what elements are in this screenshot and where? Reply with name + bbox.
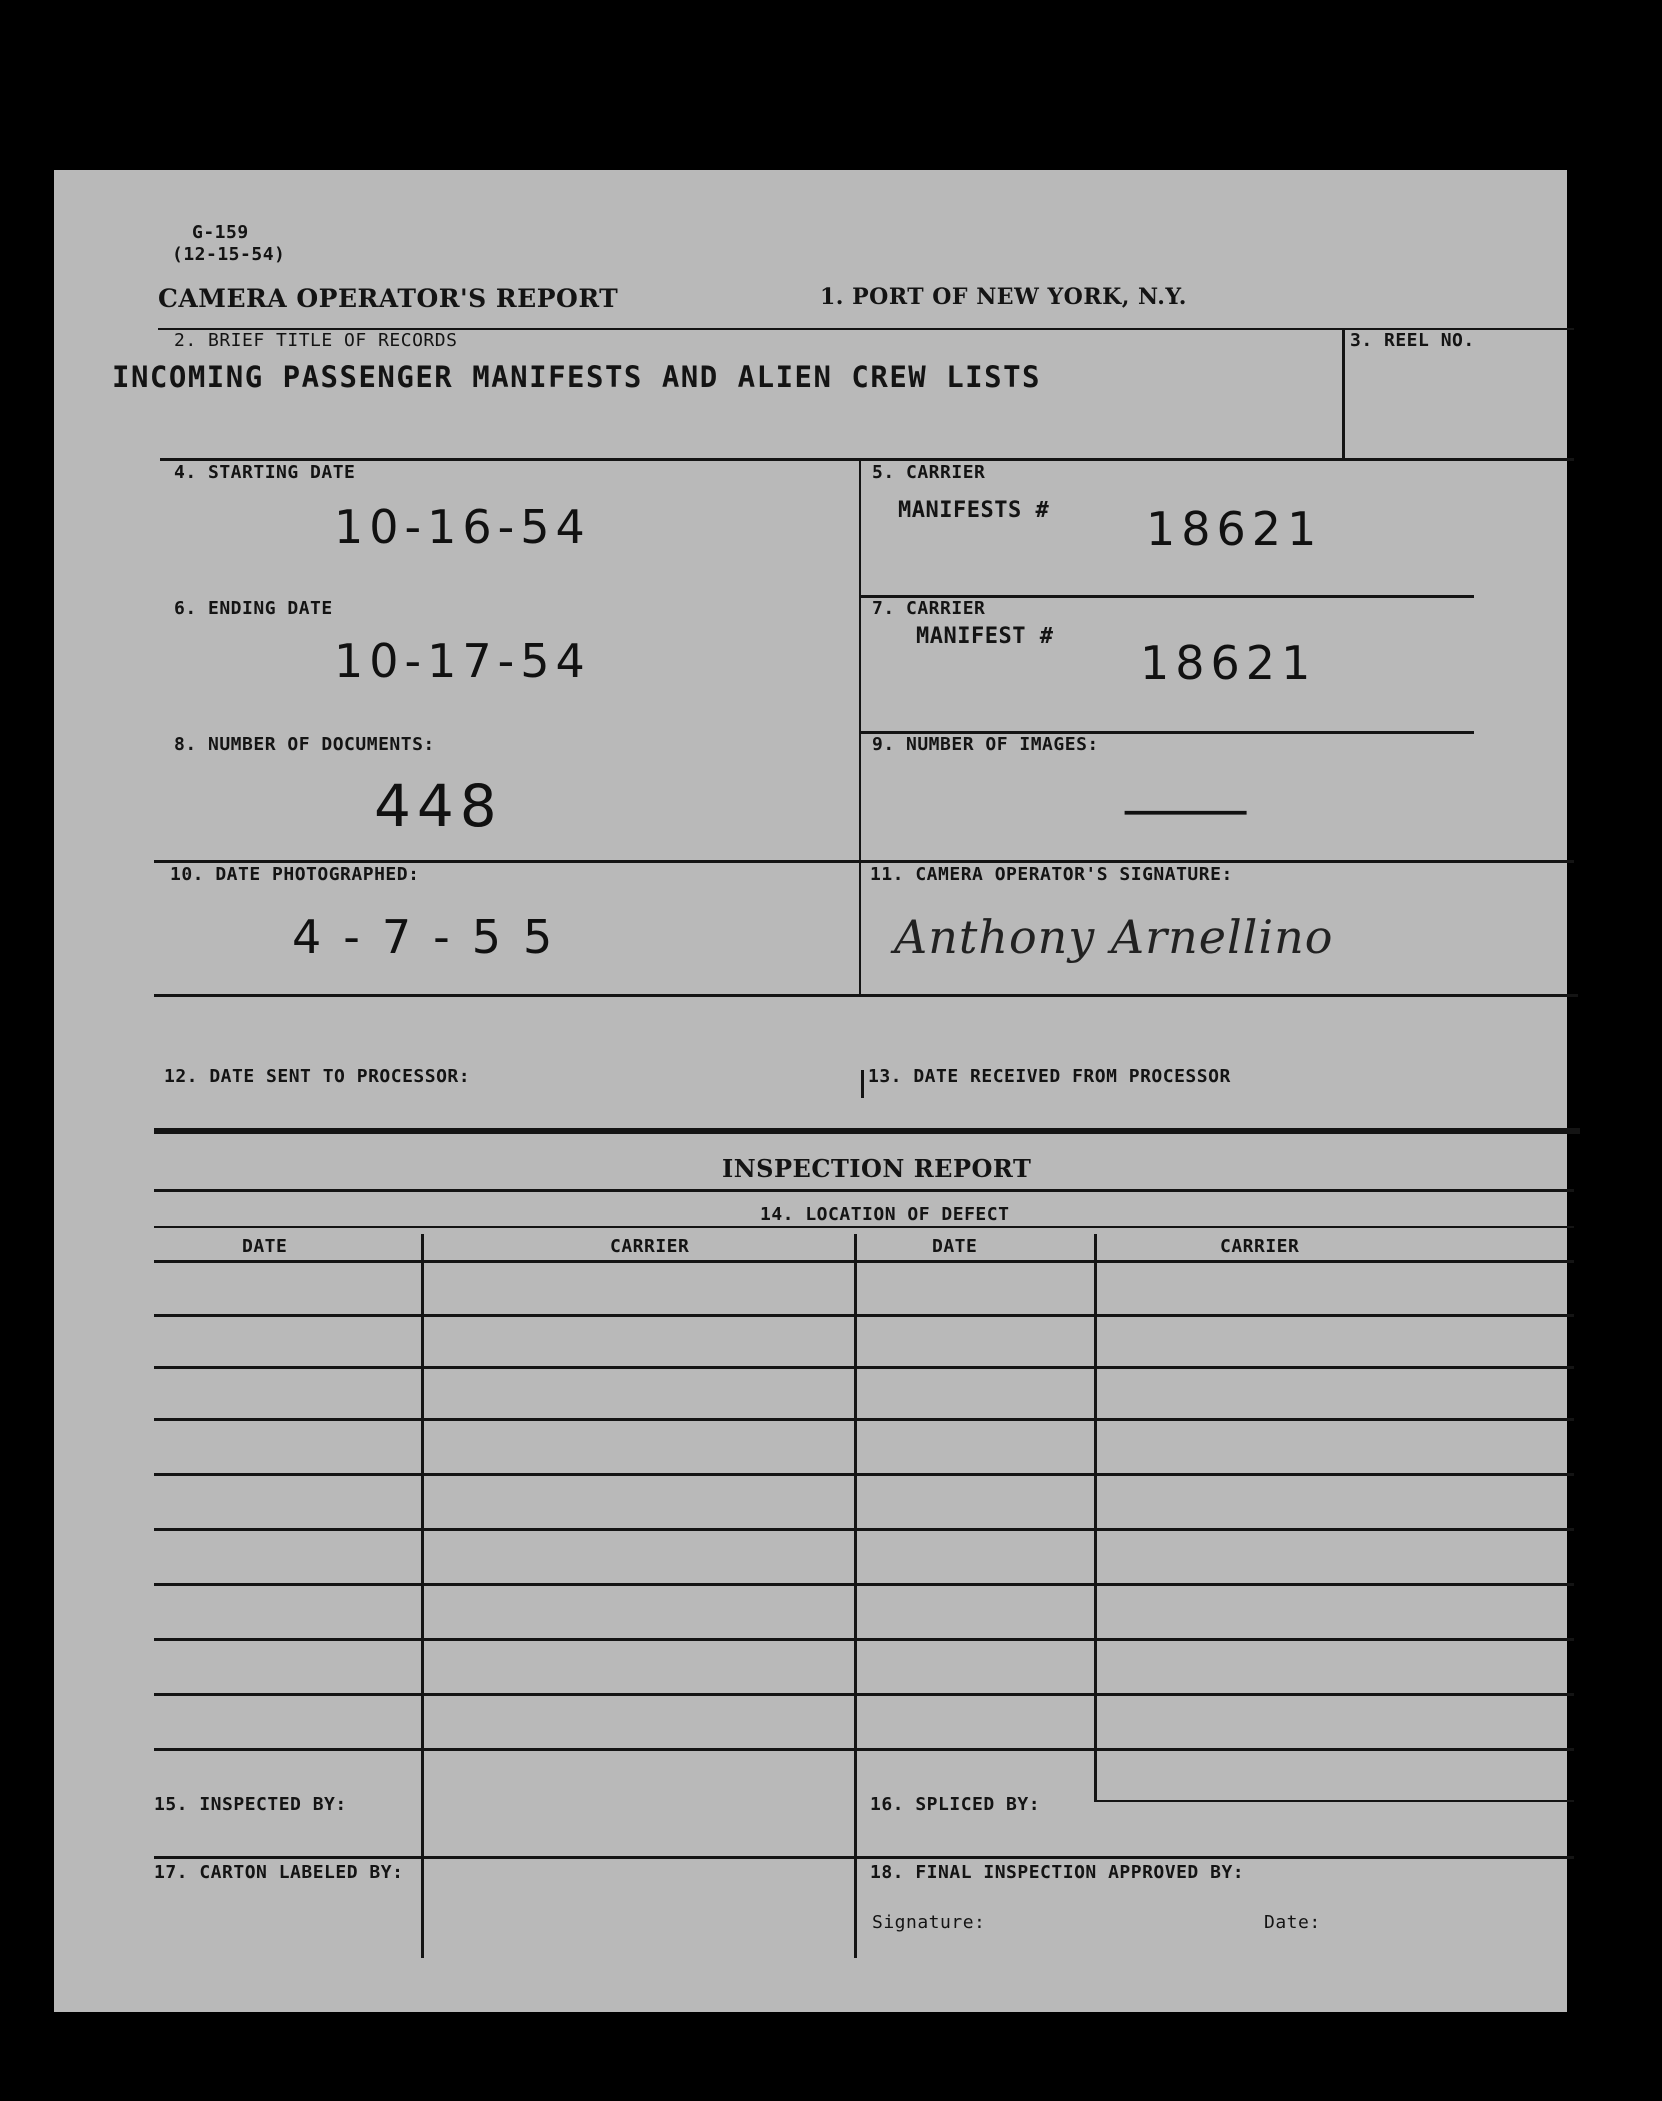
carrier-7-sublabel: MANIFEST # bbox=[916, 624, 1054, 649]
table-column-divider bbox=[854, 1234, 857, 1958]
divider bbox=[859, 458, 861, 996]
carrier-5-value: 18621 bbox=[1146, 502, 1323, 556]
form-title: CAMERA OPERATOR'S REPORT bbox=[158, 284, 619, 313]
ending-date-value: 10-17-54 bbox=[334, 634, 591, 688]
form-revision: (12-15-54) bbox=[172, 244, 286, 265]
divider bbox=[1342, 328, 1345, 460]
table-row-divider bbox=[154, 1366, 1574, 1369]
table-column-divider bbox=[1094, 1234, 1097, 1802]
brief-title-label: 2. BRIEF TITLE OF RECORDS bbox=[174, 330, 458, 351]
divider bbox=[154, 860, 1574, 863]
ending-date-label: 6. ENDING DATE bbox=[174, 598, 333, 619]
form-number: G-159 bbox=[192, 222, 249, 243]
divider bbox=[160, 458, 1574, 461]
divider bbox=[154, 1128, 1580, 1134]
date-photographed-label: 10. DATE PHOTOGRAPHED: bbox=[170, 864, 420, 885]
spliced-by-label: 16. SPLICED BY: bbox=[870, 1794, 1041, 1815]
table-column-divider bbox=[421, 1234, 424, 1958]
final-inspection-label: 18. FINAL INSPECTION APPROVED BY: bbox=[870, 1862, 1245, 1883]
date-line-label: Date: bbox=[1264, 1912, 1321, 1933]
starting-date-label: 4. STARTING DATE bbox=[174, 462, 356, 483]
date-sent-label: 12. DATE SENT TO PROCESSOR: bbox=[164, 1066, 471, 1087]
column-header-date: DATE bbox=[932, 1236, 978, 1257]
carrier-5-label: 5. CARRIER bbox=[872, 462, 986, 483]
column-header-date: DATE bbox=[242, 1236, 288, 1257]
divider bbox=[154, 1226, 1574, 1228]
column-header-carrier: CARRIER bbox=[1220, 1236, 1300, 1257]
carrier-7-value: 18621 bbox=[1140, 636, 1317, 690]
form-sheet bbox=[54, 170, 1567, 2012]
date-received-label: 13. DATE RECEIVED FROM PROCESSOR bbox=[868, 1066, 1231, 1087]
documents-label: 8. NUMBER OF DOCUMENTS: bbox=[174, 734, 435, 755]
table-row-divider bbox=[154, 1583, 1574, 1586]
table-row-divider bbox=[154, 1748, 1574, 1751]
divider bbox=[861, 1070, 864, 1098]
table-row-divider bbox=[154, 1260, 1574, 1263]
table-row-divider bbox=[154, 1314, 1574, 1317]
carrier-7-label: 7. CARRIER bbox=[872, 598, 986, 619]
inspected-by-label: 15. INSPECTED BY: bbox=[154, 1794, 347, 1815]
table-row-divider bbox=[154, 1528, 1574, 1531]
brief-title-value: INCOMING PASSENGER MANIFESTS AND ALIEN CREW LISTS bbox=[112, 360, 1042, 394]
starting-date-value: 10-16-54 bbox=[334, 500, 591, 554]
reel-label: 3. REEL NO. bbox=[1350, 330, 1475, 351]
table-row-divider bbox=[154, 1638, 1574, 1641]
table-row-divider bbox=[1096, 1800, 1574, 1802]
images-value: — bbox=[1118, 780, 1254, 840]
documents-value: 448 bbox=[374, 772, 503, 840]
inspection-title: INSPECTION REPORT bbox=[722, 1154, 1032, 1183]
divider bbox=[154, 994, 1578, 997]
carton-labeled-by-label: 17. CARTON LABELED BY: bbox=[154, 1862, 404, 1883]
divider bbox=[154, 1189, 1574, 1192]
carrier-5-sublabel: MANIFESTS # bbox=[898, 498, 1050, 523]
date-photographed-value: 4-7-55 bbox=[292, 910, 575, 964]
table-row-divider bbox=[154, 1473, 1574, 1476]
inspection-subtitle: 14. LOCATION OF DEFECT bbox=[760, 1204, 1010, 1225]
table-row-divider bbox=[154, 1418, 1574, 1421]
table-row-divider bbox=[154, 1693, 1574, 1696]
column-header-carrier: CARRIER bbox=[610, 1236, 690, 1257]
images-label: 9. NUMBER OF IMAGES: bbox=[872, 734, 1099, 755]
divider bbox=[154, 1856, 1574, 1859]
camera-operator-signature: Anthony Arnellino bbox=[894, 910, 1334, 964]
port-label: 1. PORT OF NEW YORK, N.Y. bbox=[820, 284, 1187, 310]
signature-label: 11. CAMERA OPERATOR'S SIGNATURE: bbox=[870, 864, 1233, 885]
signature-line-label: Signature: bbox=[872, 1912, 986, 1933]
